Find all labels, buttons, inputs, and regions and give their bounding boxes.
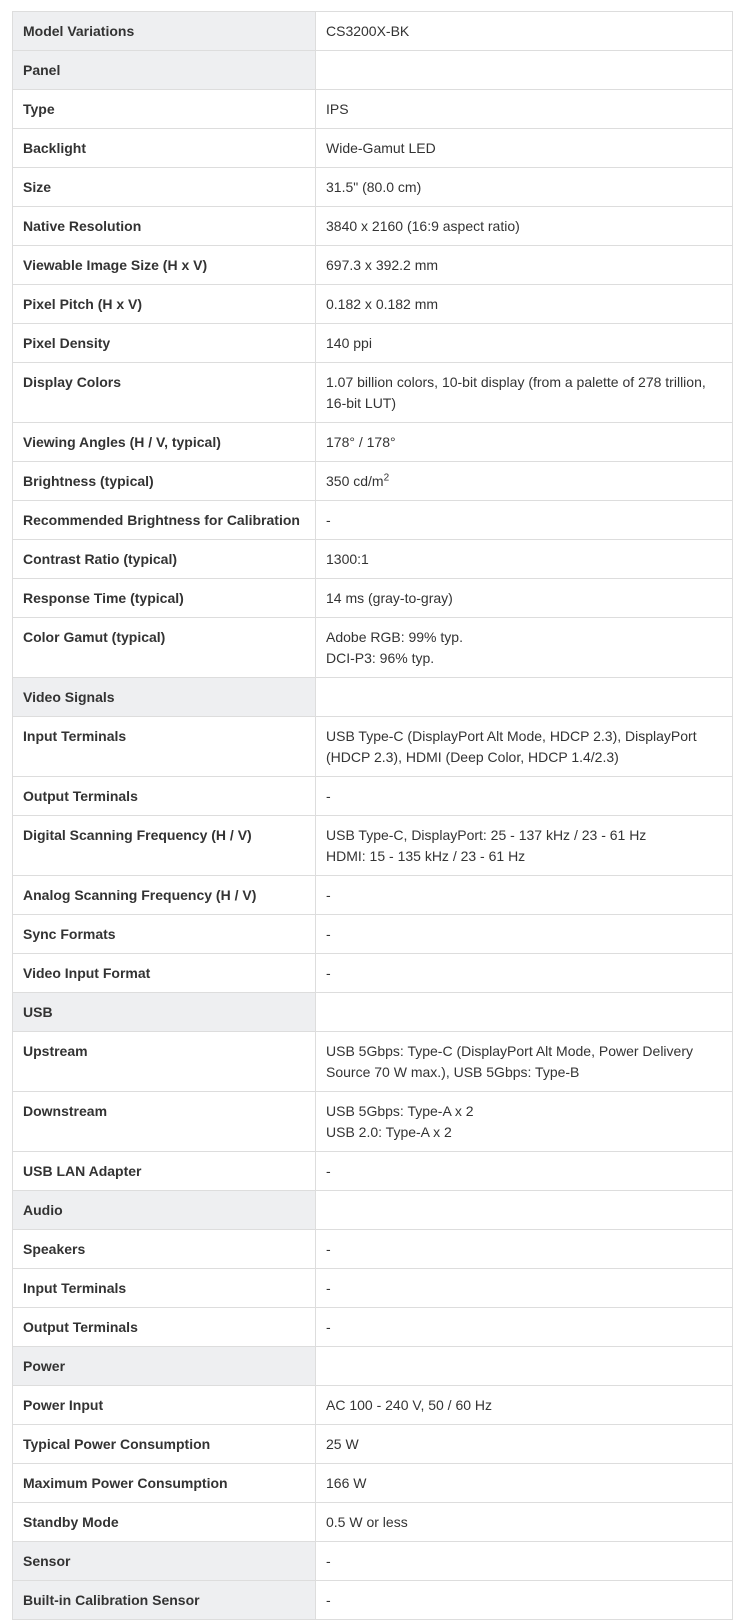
spec-value xyxy=(316,579,733,618)
label-text: Viewing Angles (H / V, typical) xyxy=(23,434,221,450)
value-text: 0.182 x 0.182 mm xyxy=(326,296,439,312)
spec-row xyxy=(13,1269,733,1308)
label-text: Sync Formats xyxy=(23,926,116,942)
spec-value xyxy=(316,954,733,993)
spec-label xyxy=(13,1425,316,1464)
spec-value xyxy=(316,129,733,168)
label-text: Power Input xyxy=(23,1397,104,1413)
spec-row xyxy=(13,579,733,618)
spec-value xyxy=(316,1581,733,1620)
spec-row xyxy=(13,207,733,246)
section-label xyxy=(13,1581,316,1620)
spec-row xyxy=(13,777,733,816)
spec-value xyxy=(316,1032,733,1092)
label-text: Brightness (typical) xyxy=(23,473,154,489)
spec-value xyxy=(316,285,733,324)
spec-value xyxy=(316,1503,733,1542)
spec-label xyxy=(13,207,316,246)
label-text: Input Terminals xyxy=(23,1280,127,1296)
spec-value xyxy=(316,1191,733,1230)
spec-label xyxy=(13,1503,316,1542)
spec-row xyxy=(13,1464,733,1503)
spec-value xyxy=(316,1347,733,1386)
spec-label xyxy=(13,1230,316,1269)
label-text: Viewable Image Size (H x V) xyxy=(23,257,208,273)
section-label xyxy=(13,51,316,90)
spec-label xyxy=(13,876,316,915)
spec-row xyxy=(13,1032,733,1092)
section-row xyxy=(13,51,733,90)
spec-value xyxy=(316,363,733,423)
spec-row xyxy=(13,876,733,915)
value-text-line2: USB 2.0: Type-A x 2 xyxy=(326,1124,452,1140)
spec-row xyxy=(13,1230,733,1269)
spec-row xyxy=(13,618,733,678)
spec-label xyxy=(13,1269,316,1308)
spec-value xyxy=(316,168,733,207)
spec-value xyxy=(316,1230,733,1269)
section-label xyxy=(13,1542,316,1581)
label-text: Panel xyxy=(23,62,61,78)
spec-row xyxy=(13,717,733,777)
value-text: IPS xyxy=(326,101,349,117)
spec-row xyxy=(13,462,733,501)
spec-row xyxy=(13,915,733,954)
spec-label xyxy=(13,462,316,501)
value-text: 697.3 x 392.2 mm xyxy=(326,257,439,273)
spec-value xyxy=(316,1092,733,1152)
spec-row xyxy=(13,1425,733,1464)
spec-value xyxy=(316,324,733,363)
spec-row xyxy=(13,816,733,876)
section-label xyxy=(13,1191,316,1230)
label-text: Model Variations xyxy=(23,23,135,39)
spec-label xyxy=(13,285,316,324)
spec-row xyxy=(13,285,733,324)
spec-value xyxy=(316,1464,733,1503)
spec-value xyxy=(316,246,733,285)
value-text: USB Type-C, DisplayPort: 25 - 137 kHz / 23 - 61 Hz xyxy=(326,827,647,843)
section-label xyxy=(13,12,316,51)
spec-value xyxy=(316,90,733,129)
spec-value xyxy=(316,777,733,816)
value-text: 31.5" (80.0 cm) xyxy=(326,179,422,195)
label-text: Recommended Brightness for Calibration xyxy=(23,512,300,528)
spec-row xyxy=(13,90,733,129)
spec-row xyxy=(13,501,733,540)
spec-value xyxy=(316,540,733,579)
value-text: USB 5Gbps: Type-A x 2 xyxy=(326,1103,474,1119)
value-text: 166 W xyxy=(326,1475,367,1491)
spec-value xyxy=(316,12,733,51)
label-text: Color Gamut (typical) xyxy=(23,629,166,645)
spec-row xyxy=(13,324,733,363)
spec-value xyxy=(316,1308,733,1347)
label-text: USB xyxy=(23,1004,53,1020)
spec-row xyxy=(13,1386,733,1425)
label-text: Input Terminals xyxy=(23,728,127,744)
spec-row xyxy=(13,129,733,168)
spec-row xyxy=(13,423,733,462)
spec-value xyxy=(316,1152,733,1191)
spec-value xyxy=(316,717,733,777)
value-text: - xyxy=(326,1163,331,1179)
section-row xyxy=(13,1581,733,1620)
value-text: Adobe RGB: 99% typ. xyxy=(326,629,463,645)
value-text-line2: HDMI: 15 - 135 kHz / 23 - 61 Hz xyxy=(326,848,526,864)
section-row xyxy=(13,678,733,717)
spec-value xyxy=(316,816,733,876)
spec-label xyxy=(13,501,316,540)
value-text: 1.07 billion colors, 10-bit display (from a palette of 278 trillion, 16-bit LUT) xyxy=(326,374,706,411)
spec-row xyxy=(13,363,733,423)
label-text: Digital Scanning Frequency (H / V) xyxy=(23,827,252,843)
label-text: Pixel Pitch (H x V) xyxy=(23,296,143,312)
spec-label xyxy=(13,1464,316,1503)
spec-value xyxy=(316,993,733,1032)
spec-table-body xyxy=(13,12,733,1620)
section-label xyxy=(13,678,316,717)
section-row xyxy=(13,1542,733,1581)
spec-row xyxy=(13,1308,733,1347)
spec-row xyxy=(13,954,733,993)
spec-value xyxy=(316,876,733,915)
label-text: Built-in Calibration Sensor xyxy=(23,1592,200,1608)
spec-label xyxy=(13,954,316,993)
section-label xyxy=(13,993,316,1032)
spec-value xyxy=(316,1542,733,1581)
label-text: Output Terminals xyxy=(23,788,138,804)
spec-label xyxy=(13,246,316,285)
spec-label xyxy=(13,618,316,678)
spec-row xyxy=(13,1503,733,1542)
spec-value xyxy=(316,915,733,954)
spec-row xyxy=(13,1152,733,1191)
spec-label xyxy=(13,90,316,129)
label-text: Downstream xyxy=(23,1103,108,1119)
value-text: - xyxy=(326,512,331,528)
spec-value xyxy=(316,1269,733,1308)
section-row xyxy=(13,1191,733,1230)
label-text: Size xyxy=(23,179,52,195)
label-text: Audio xyxy=(23,1202,63,1218)
label-text: USB LAN Adapter xyxy=(23,1163,142,1179)
spec-value xyxy=(316,51,733,90)
value-text: - xyxy=(326,1241,331,1257)
value-text: 178° / 178° xyxy=(326,434,396,450)
label-text: Sensor xyxy=(23,1553,71,1569)
spec-value xyxy=(316,501,733,540)
value-text-line2: DCI-P3: 96% typ. xyxy=(326,650,435,666)
spec-row xyxy=(13,540,733,579)
spec-label xyxy=(13,915,316,954)
value-text: Wide-Gamut LED xyxy=(326,140,436,156)
label-text: Type xyxy=(23,101,55,117)
value-text: USB Type-C (DisplayPort Alt Mode, HDCP 2.3), DisplayPort (HDCP 2.3), HDMI (Deep Color, HDCP 1.4/2.3) xyxy=(326,728,697,765)
value-text: - xyxy=(326,788,331,804)
spec-label xyxy=(13,1386,316,1425)
spec-value xyxy=(316,423,733,462)
label-text: Upstream xyxy=(23,1043,88,1059)
label-text: Video Input Format xyxy=(23,965,151,981)
value-text: 140 ppi xyxy=(326,335,372,351)
label-text: Video Signals xyxy=(23,689,115,705)
label-text: Output Terminals xyxy=(23,1319,138,1335)
spec-label xyxy=(13,363,316,423)
value-text: 14 ms (gray-to-gray) xyxy=(326,590,453,606)
spec-label xyxy=(13,423,316,462)
label-text: Typical Power Consumption xyxy=(23,1436,211,1452)
spec-value xyxy=(316,678,733,717)
value-text: - xyxy=(326,1553,331,1569)
value-text: 350 cd/m xyxy=(326,473,384,489)
spec-label xyxy=(13,168,316,207)
section-row xyxy=(13,1347,733,1386)
spec-label xyxy=(13,129,316,168)
spec-row xyxy=(13,246,733,285)
spec-label xyxy=(13,1032,316,1092)
spec-value xyxy=(316,1425,733,1464)
label-text: Power xyxy=(23,1358,66,1374)
section-row xyxy=(13,12,733,51)
spec-value xyxy=(316,1386,733,1425)
label-text: Display Colors xyxy=(23,374,122,390)
spec-table xyxy=(12,11,733,1620)
section-row xyxy=(13,993,733,1032)
value-text: - xyxy=(326,887,331,903)
spec-value xyxy=(316,618,733,678)
spec-label xyxy=(13,816,316,876)
value-text: 0.5 W or less xyxy=(326,1514,408,1530)
label-text: Native Resolution xyxy=(23,218,142,234)
value-text: - xyxy=(326,1319,331,1335)
value-text: - xyxy=(326,1280,331,1296)
value-text: USB 5Gbps: Type-C (DisplayPort Alt Mode, Power Delivery Source 70 W max.), USB 5Gbps: Type-B xyxy=(326,1043,693,1080)
spec-label xyxy=(13,777,316,816)
value-text: - xyxy=(326,965,331,981)
value-text: AC 100 - 240 V, 50 / 60 Hz xyxy=(326,1397,493,1413)
spec-label xyxy=(13,579,316,618)
spec-label xyxy=(13,324,316,363)
spec-row xyxy=(13,168,733,207)
label-text: Contrast Ratio (typical) xyxy=(23,551,178,567)
spec-row xyxy=(13,1092,733,1152)
value-text: 25 W xyxy=(326,1436,359,1452)
value-text: - xyxy=(326,926,331,942)
spec-label xyxy=(13,1152,316,1191)
value-text: CS3200X-BK xyxy=(326,23,410,39)
value-superscript: 2 xyxy=(383,472,390,484)
spec-value xyxy=(316,207,733,246)
spec-label xyxy=(13,540,316,579)
label-text: Analog Scanning Frequency (H / V) xyxy=(23,887,257,903)
label-text: Backlight xyxy=(23,140,87,156)
value-text: - xyxy=(326,1592,331,1608)
label-text: Speakers xyxy=(23,1241,86,1257)
spec-label xyxy=(13,1308,316,1347)
value-text: 3840 x 2160 (16:9 aspect ratio) xyxy=(326,218,520,234)
label-text: Pixel Density xyxy=(23,335,111,351)
spec-value xyxy=(316,462,733,501)
section-label xyxy=(13,1347,316,1386)
spec-label xyxy=(13,717,316,777)
label-text: Maximum Power Consumption xyxy=(23,1475,228,1491)
spec-label xyxy=(13,1092,316,1152)
value-text: 1300:1 xyxy=(326,551,369,567)
label-text: Standby Mode xyxy=(23,1514,119,1530)
label-text: Response Time (typical) xyxy=(23,590,184,606)
